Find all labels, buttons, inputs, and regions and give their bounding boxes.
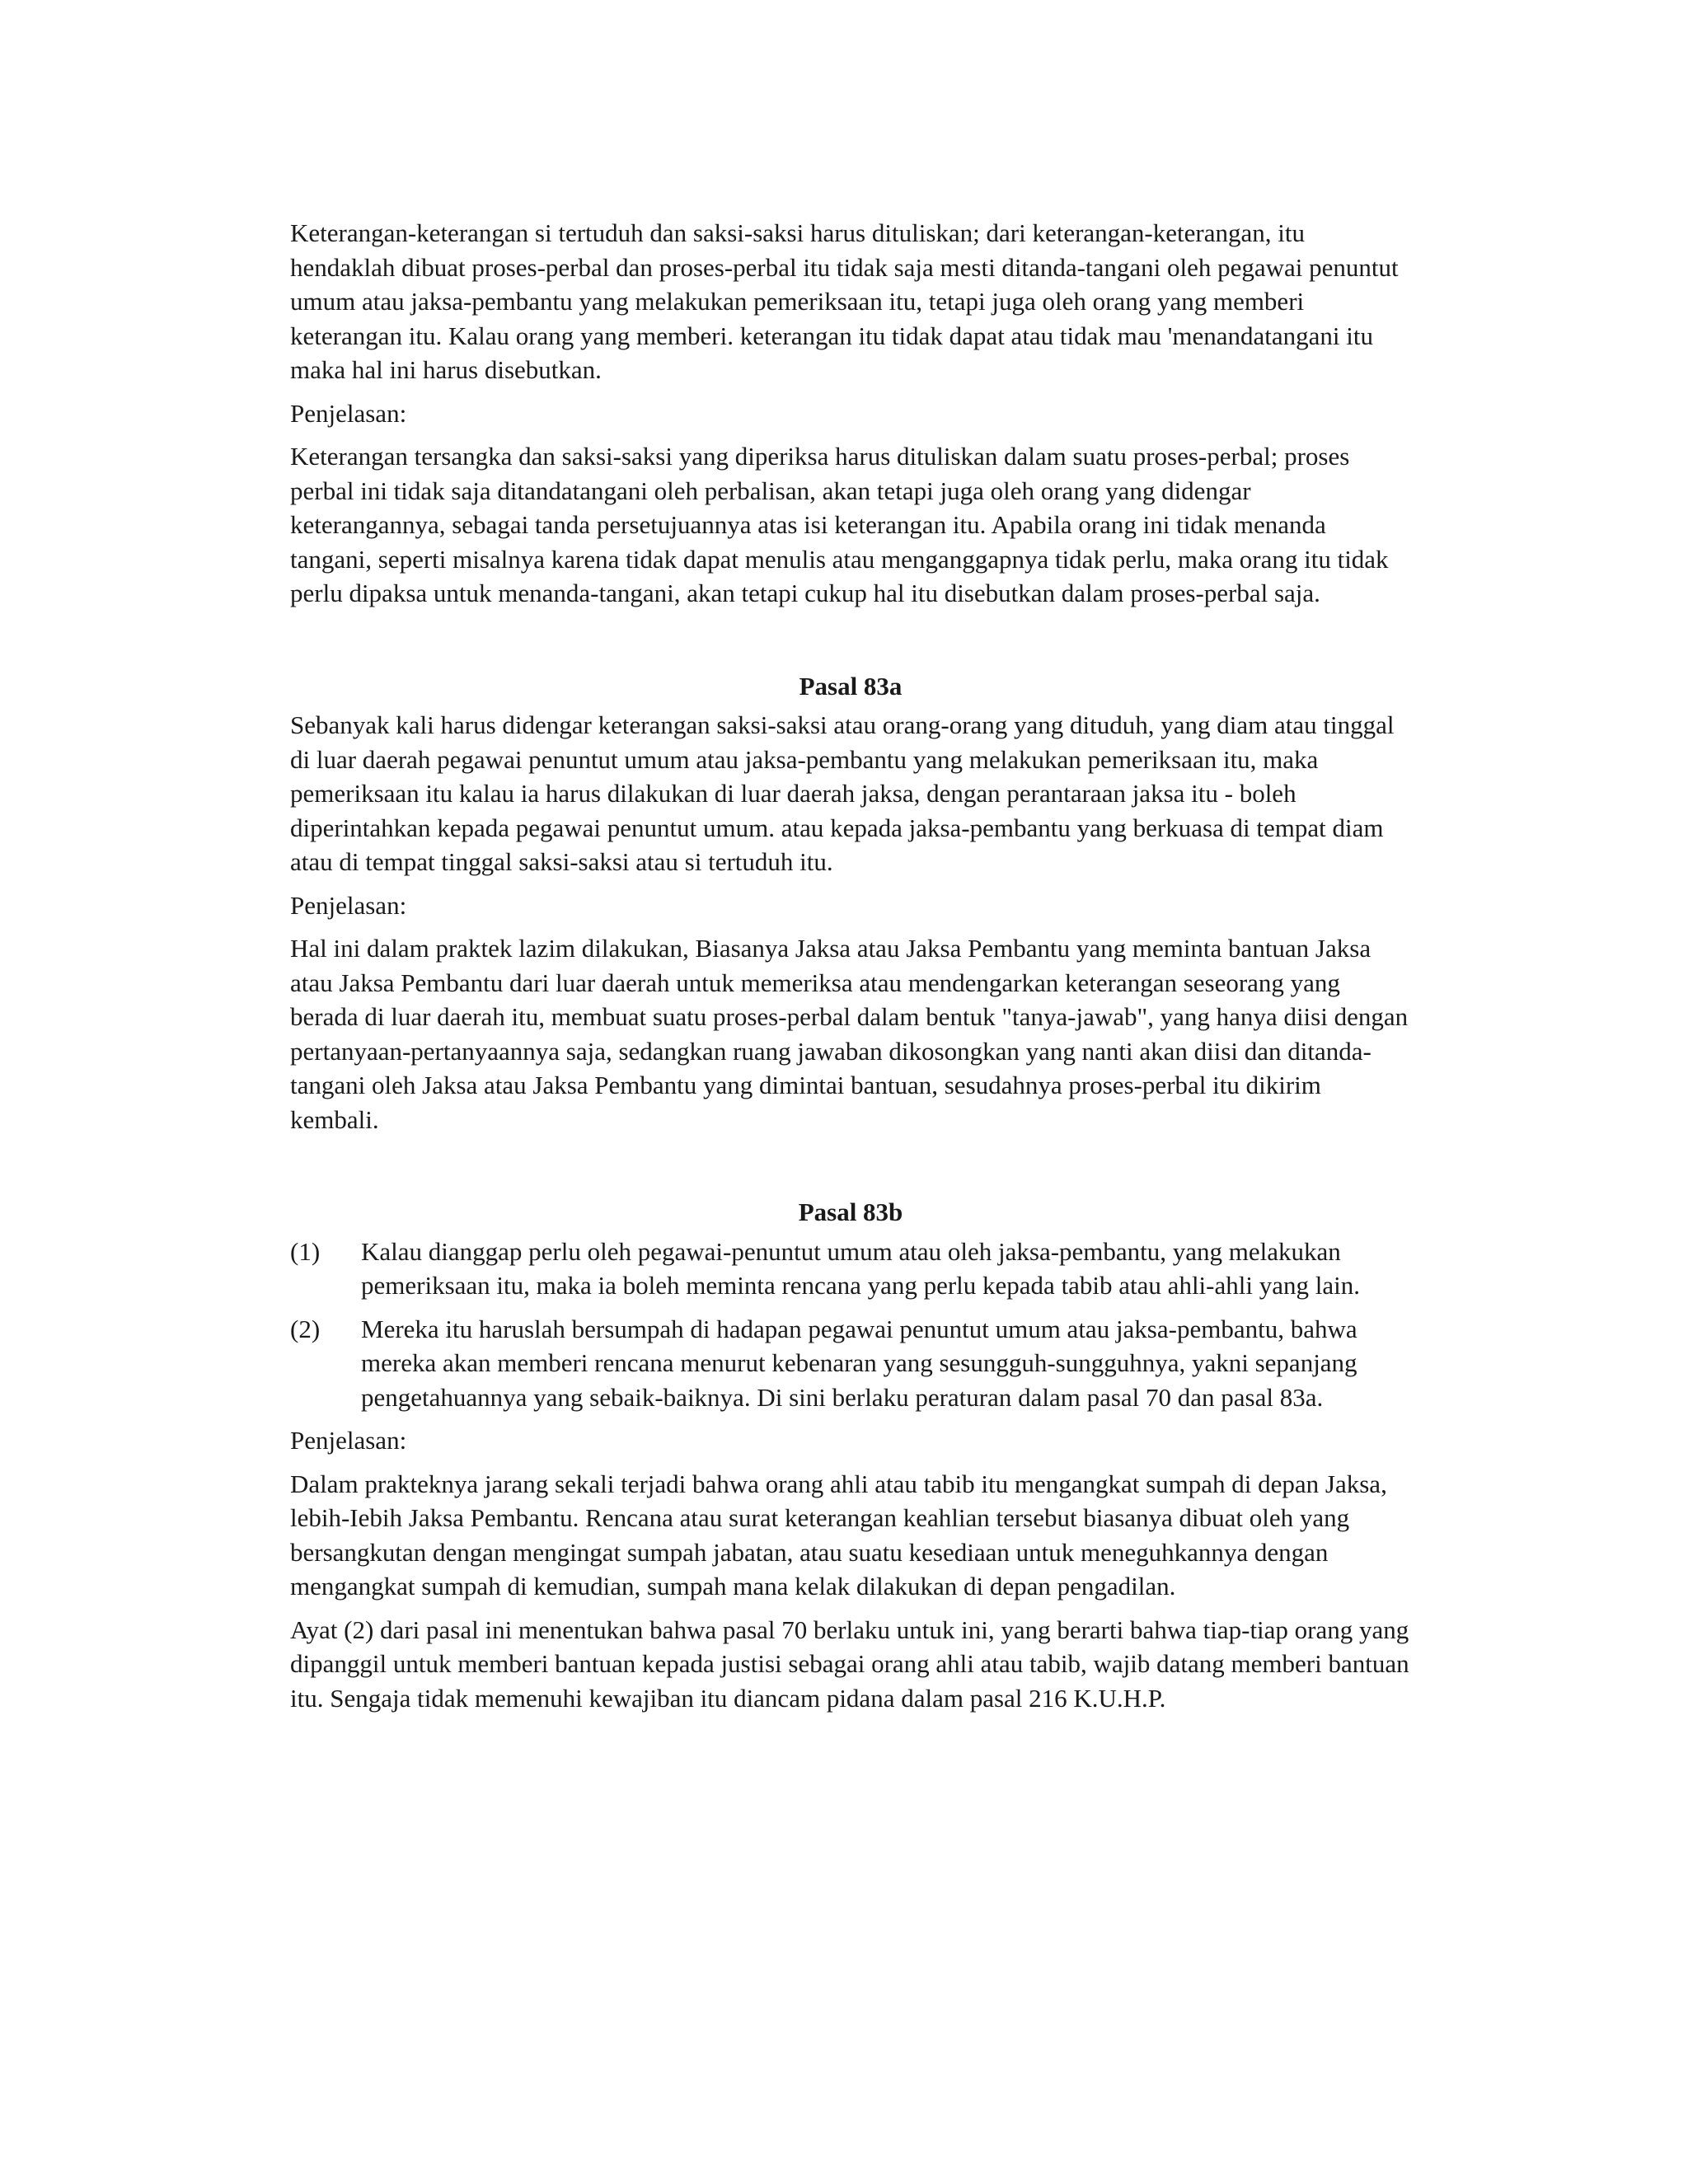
pasal-83a-explanation-label: Penjelasan: — [290, 890, 407, 920]
section-gap — [290, 1146, 1411, 1195]
section-gap — [290, 620, 1411, 669]
intro-explanation: Keterangan tersangka dan saksi-saksi yang diperiksa harus dituliskan dalam suatu proses-perbal; proses perbal ini tidak saja ditandatangani oleh perbalisan, akan tetapi juga oleh orang yang didengar keterangannya, sebagai tanda persetujuannya atas isi keterangan itu. Apabila orang ini tidak menanda tangani, seperti misalnya karena tidak dapat menulis atau menganggapnya tidak perlu, maka orang itu tidak perlu dipaksa untuk menanda-tangani, akan tetapi cukup hal itu disebutkan dalam proses-perbal saja. — [290, 442, 1389, 607]
pasal-83a-explanation: Hal ini dalam praktek lazim dilakukan, Biasanya Jaksa atau Jaksa Pembantu yang meminta bantuan Jaksa atau Jaksa Pembantu dari luar daerah untuk memeriksa atau mendengarkan keterangan seseorang yang berada di luar daerah itu, membuat suatu proses-perbal dalam bentuk "tanya-jawab", yang hanya diisi dengan pertanyaan-pertanyaannya saja, sedangkan ruang jawaban dikosongkan yang nanti akan diisi dan ditanda-tangani oleh Jaksa atau Jaksa Pembantu yang dimintai bantuan, sesudahnya proses-perbal itu dikirim kembali. — [290, 934, 1409, 1134]
item-number: (1) — [290, 1236, 321, 1266]
pasal-83b-explanation-2: Ayat (2) dari pasal ini menentukan bahwa pasal 70 berlaku untuk ini, yang berarti bahwa tiap-tiap orang yang dipanggil untuk memberi bantuan kepada justisi sebagai orang ahli atau tabib, wajib datang memberi bantuan itu. Sengaja tidak memenuhi kewajiban itu diancam pidana dalam pasal 216 K.U.H.P. — [290, 1615, 1409, 1713]
pasal-83a-text: Sebanyak kali harus didengar keterangan saksi-saksi atau orang-orang yang dituduh, yang diam atau tinggal di luar daerah pegawai penuntut umum atau jaksa-pembantu yang melakukan pemeriksaan itu, maka pemeriksaan itu kalau ia harus dilakukan di luar daerah jaksa, dengan perantaraan jaksa itu - boleh diperintahkan kepada pegawai penuntut umum. atau kepada jaksa-pembantu yang berkuasa di tempat diam atau di tempat tinggal saksi-saksi atau si tertuduh itu. — [290, 710, 1395, 876]
item-text: Mereka itu haruslah bersumpah di hadapan pegawai penuntut umum atau jaksa-pembantu, bahwa mereka akan memberi rencana menurut kebenaran yang sesungguh-sungguhnya, yakni sepanjang pengetahuannya yang sebaik-baiknya. Di sini berlaku peraturan dalam pasal 70 dan pasal 83a. — [361, 1314, 1357, 1412]
pasal-83b-explanation-label: Penjelasan: — [290, 1426, 407, 1455]
intro-explanation-label: Penjelasan: — [290, 398, 407, 428]
item-number: (2) — [290, 1314, 321, 1343]
pasal-83b-item-2 — [290, 1312, 1411, 1415]
document-page — [290, 216, 1411, 1724]
pasal-83b-heading: Pasal 83b — [798, 1197, 903, 1226]
pasal-83b-item-1 — [290, 1235, 1411, 1303]
item-text: Kalau dianggap perlu oleh pegawai-penuntut umum atau oleh jaksa-pembantu, yang melakukan pemeriksaan itu, maka ia boleh meminta rencana yang perlu kepada tabib atau ahli-ahli yang lain. — [361, 1236, 1360, 1300]
intro-paragraph: Keterangan-keterangan si tertuduh dan saksi-saksi harus dituliskan; dari keterangan-keterangan, itu hendaklah dibuat proses-perbal dan proses-perbal itu tidak saja mesti ditanda-tangani oleh pegawai penuntut umum atau jaksa-pembantu yang melakukan pemeriksaan itu, tetapi juga oleh orang yang memberi keterangan itu. Kalau orang yang memberi. keterangan itu tidak dapat atau tidak mau 'menandatangani itu maka hal ini harus disebutkan. — [290, 218, 1399, 384]
pasal-83b-explanation-1: Dalam prakteknya jarang sekali terjadi bahwa orang ahli atau tabib itu mengangkat sumpah di depan Jaksa, lebih-Iebih Jaksa Pembantu. Rencana atau surat keterangan keahlian tersebut biasanya dibuat oleh yang bersangkutan dengan mengingat sumpah jabatan, atau suatu kesediaan untuk meneguhkannya dengan mengangkat sumpah di kemudian, sumpah mana kelak dilakukan di depan pengadilan. — [290, 1469, 1387, 1601]
pasal-83a-heading: Pasal 83a — [799, 671, 903, 701]
